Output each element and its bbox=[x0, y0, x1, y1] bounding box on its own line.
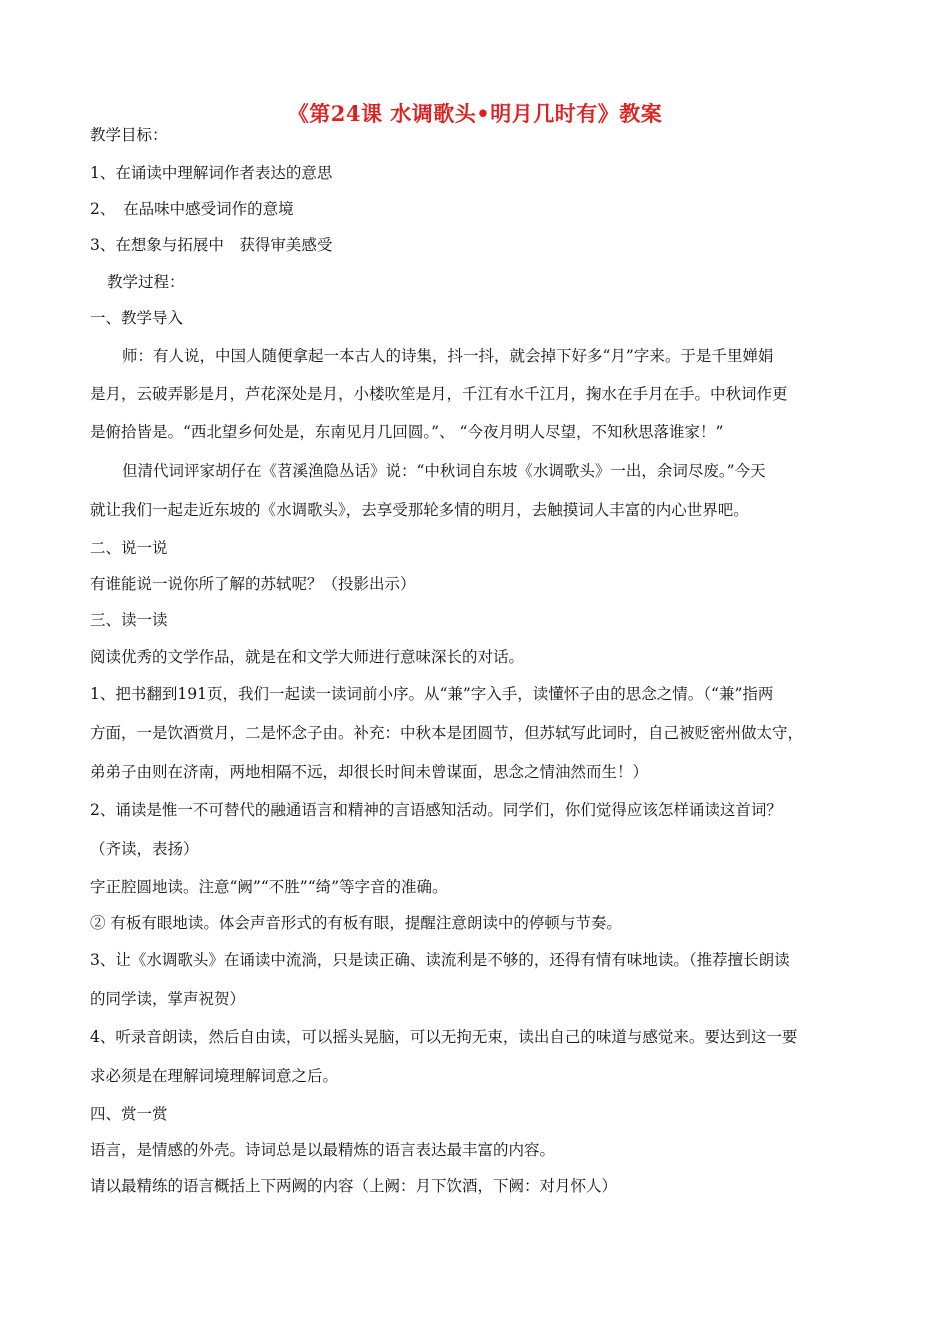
paragraph-line: 2、诵读是惟一不可替代的融通语言和精神的言语感知活动。同学们，你们觉得应该怎样诵读这首词？ bbox=[90, 801, 782, 819]
paragraph-line: （齐读，表扬） bbox=[90, 840, 199, 858]
section-heading: 教学过程： bbox=[107, 273, 185, 291]
paragraph-line: 3、让《水调歌头》在诵读中流淌，只是读正确、读流利是不够的，还得有情有味地读。（推荐擅长朗读 bbox=[90, 951, 790, 969]
goal-item: 2、 在品味中感受词作的意境 bbox=[90, 200, 294, 218]
paragraph-line: 弟弟子由则在济南，两地相隔不远，却很长时间未曾谋面，思念之情油然而生！） bbox=[90, 763, 649, 781]
paragraph-line: 求必须是在理解词境理解词意之后。 bbox=[90, 1067, 339, 1085]
paragraph-line: 师：有人说，中国人随便拿起一本古人的诗集，抖一抖，就会掉下好多“月”字来。于是千里婵娟 bbox=[122, 347, 774, 365]
paragraph-line: 阅读优秀的文学作品，就是在和文学大师进行意味深长的对话。 bbox=[90, 648, 525, 666]
section-heading: 教学目标： bbox=[90, 126, 168, 144]
paragraph-line: 语言，是情感的外壳。诗词总是以最精炼的语言表达最丰富的内容。 bbox=[90, 1141, 556, 1159]
goal-item: 3、在想象与拓展中 获得审美感受 bbox=[90, 236, 333, 254]
paragraph-line: 就让我们一起走近东坡的《水调歌头》，去享受那轮多情的明月，去触摸词人丰富的内心世界吧。 bbox=[90, 501, 749, 519]
section-heading: 三、读一读 bbox=[90, 611, 168, 629]
paragraph-line: 请以最精练的语言概括上下两阙的内容（上阙：月下饮酒，下阙：对月怀人） bbox=[90, 1177, 618, 1195]
paragraph-line: 的同学读，掌声祝贺） bbox=[90, 990, 246, 1008]
paragraph-line: ② 有板有眼地读。体会声音形式的有板有眼，提醒注意朗读中的停顿与节奏。 bbox=[90, 914, 622, 932]
paragraph-line: 是月，云破弄影是月，芦花深处是月，小楼吹笙是月，千江有水千江月，掬水在手月在手。中秋词作更 bbox=[90, 385, 788, 403]
section-heading: 一、教学导入 bbox=[90, 309, 184, 327]
paragraph-line: 4、听录音朗读，然后自由读，可以摇头晃脑，可以无拘无束，读出自己的味道与感觉来。要达到这一要 bbox=[90, 1028, 798, 1046]
paragraph-line: 是俯拾皆是。“西北望乡何处是，东南见月几回圆。”、 “今夜月明人尽望，不知秋思落谁家！” bbox=[90, 423, 724, 441]
section-heading: 四、赏一赏 bbox=[90, 1105, 168, 1123]
paragraph-line: 1、把书翻到191页，我们一起读一读词前小序。从“兼”字入手，读懂怀子由的思念之情。（“兼”指两 bbox=[90, 685, 774, 703]
paragraph-line: 有谁能说一说你所了解的苏轼呢？（投影出示） bbox=[90, 575, 416, 593]
document-title: 《第24课 水调歌头•明月几时有》教案 bbox=[287, 101, 663, 126]
paragraph-line: 字正腔圆地读。注意“阙”“不胜”“绮”等字音的准确。 bbox=[90, 878, 448, 896]
section-heading: 二、说一说 bbox=[90, 539, 168, 557]
goal-item: 1、在诵读中理解词作者表达的意思 bbox=[90, 164, 333, 182]
paragraph-line: 方面，一是饮酒赏月，二是怀念子由。补充：中秋本是团圆节，但苏轼写此词时，自己被贬密州做太守， bbox=[90, 724, 804, 742]
paragraph-line: 但清代词评家胡仔在《苕溪渔隐丛话》说：“中秋词自东坡《水调歌头》一出，余词尽废。”今天 bbox=[122, 462, 766, 480]
